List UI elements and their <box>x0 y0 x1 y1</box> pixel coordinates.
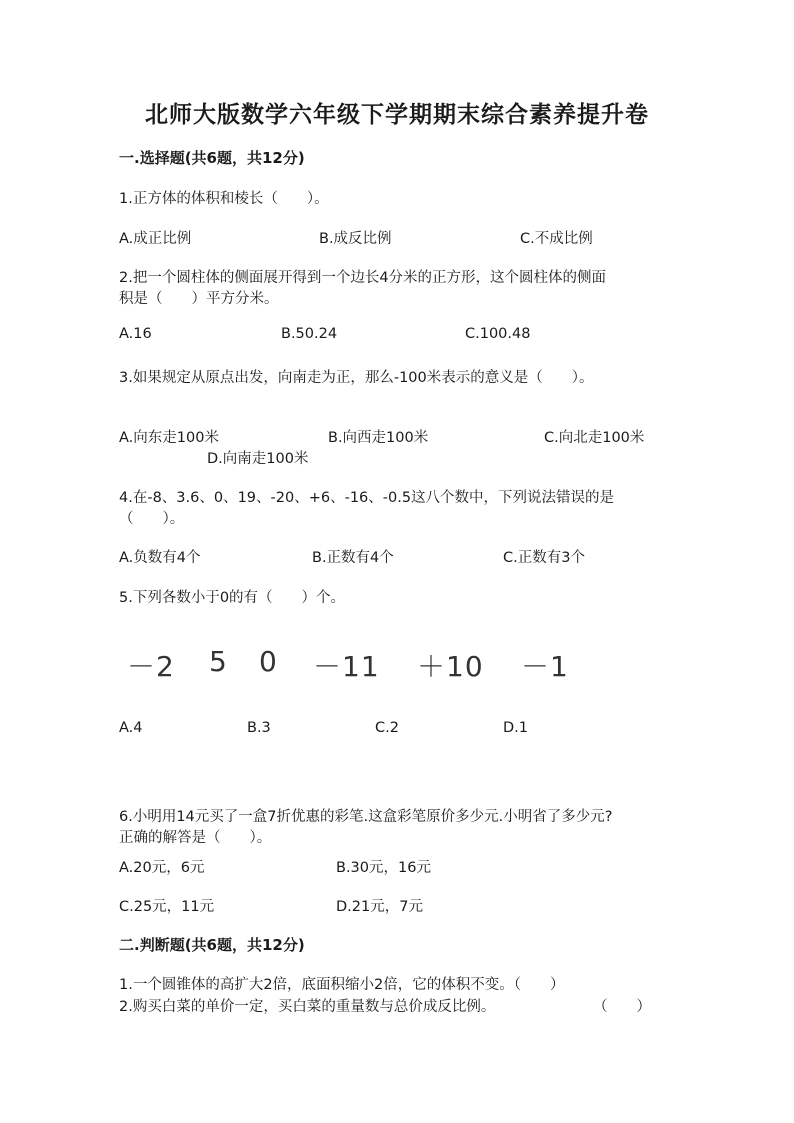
q1-option-b: B.成反比例 <box>319 231 392 247</box>
judgment-item-2: 2.购买白菜的单价一定，买白菜的重量数与总价成反比例。 <box>119 999 496 1015</box>
q6-option-c: C.25元，11元 <box>119 899 215 915</box>
question-4-line-2: （ ）。 <box>119 511 185 527</box>
question-1: 1.正方体的体积和棱长（ ）。 <box>119 191 329 207</box>
q1-option-c: C.不成比例 <box>520 231 593 247</box>
q3-option-b: B.向西走100米 <box>328 430 429 446</box>
q3-option-a: A.向东走100米 <box>119 430 219 446</box>
section-heading-judgment: 二.判断题(共6题，共12分) <box>119 936 305 954</box>
q1-option-a: A.成正比例 <box>119 231 192 247</box>
q5-number-2: 5 <box>209 645 228 678</box>
question-5: 5.下列各数小于0的有（ ）个。 <box>119 590 346 606</box>
q2-option-b: B.50.24 <box>281 326 338 342</box>
question-4-line-1: 4.在-8、3.6、0、19、-20、+6、-16、-0.5这八个数中，下列说法错误的是 <box>119 490 615 506</box>
judgment-item-1: 1.一个圆锥体的高扩大2倍，底面积缩小2倍，它的体积不变。（ ） <box>119 977 565 993</box>
question-6-line-2: 正确的解答是（ ）。 <box>119 830 272 846</box>
section-heading-choice: 一.选择题(共6题，共12分) <box>119 149 305 167</box>
q5-number-5: ＋10 <box>417 650 484 683</box>
q3-option-c: C.向北走100米 <box>544 430 645 446</box>
q5-number-6: －1 <box>521 650 569 683</box>
q6-option-a: A.20元，6元 <box>119 860 205 876</box>
q6-option-b: B.30元，16元 <box>336 860 431 876</box>
q4-option-b: B.正数有4个 <box>312 550 394 566</box>
q3-option-d: D.向南走100米 <box>207 451 309 467</box>
q5-option-c: C.2 <box>375 720 399 736</box>
q4-option-c: C.正数有3个 <box>503 550 585 566</box>
q5-number-4: －11 <box>313 650 380 683</box>
q5-number-3: 0 <box>259 645 278 678</box>
question-6-line-1: 6.小明用14元买了一盒7折优惠的彩笔.这盒彩笔原价多少元.小明省了多少元? <box>119 809 613 825</box>
question-2-line-2: 积是（ ）平方分米。 <box>119 291 279 307</box>
q5-option-b: B.3 <box>247 720 271 736</box>
judgment-item-2-answer-blank: （ ） <box>593 999 651 1015</box>
question-3: 3.如果规定从原点出发，向南走为正，那么-100米表示的意义是（ ）。 <box>119 370 594 386</box>
q4-option-a: A.负数有4个 <box>119 550 201 566</box>
q5-number-1: －2 <box>127 650 175 683</box>
page-title: 北师大版数学六年级下学期期末综合素养提升卷 <box>145 101 649 128</box>
q5-option-d: D.1 <box>503 720 528 736</box>
q5-option-a: A.4 <box>119 720 143 736</box>
question-2-line-1: 2.把一个圆柱体的侧面展开得到一个边长4分米的正方形，这个圆柱体的侧面 <box>119 270 607 286</box>
q2-option-c: C.100.48 <box>465 326 531 342</box>
q2-option-a: A.16 <box>119 326 152 342</box>
q6-option-d: D.21元，7元 <box>336 899 423 915</box>
